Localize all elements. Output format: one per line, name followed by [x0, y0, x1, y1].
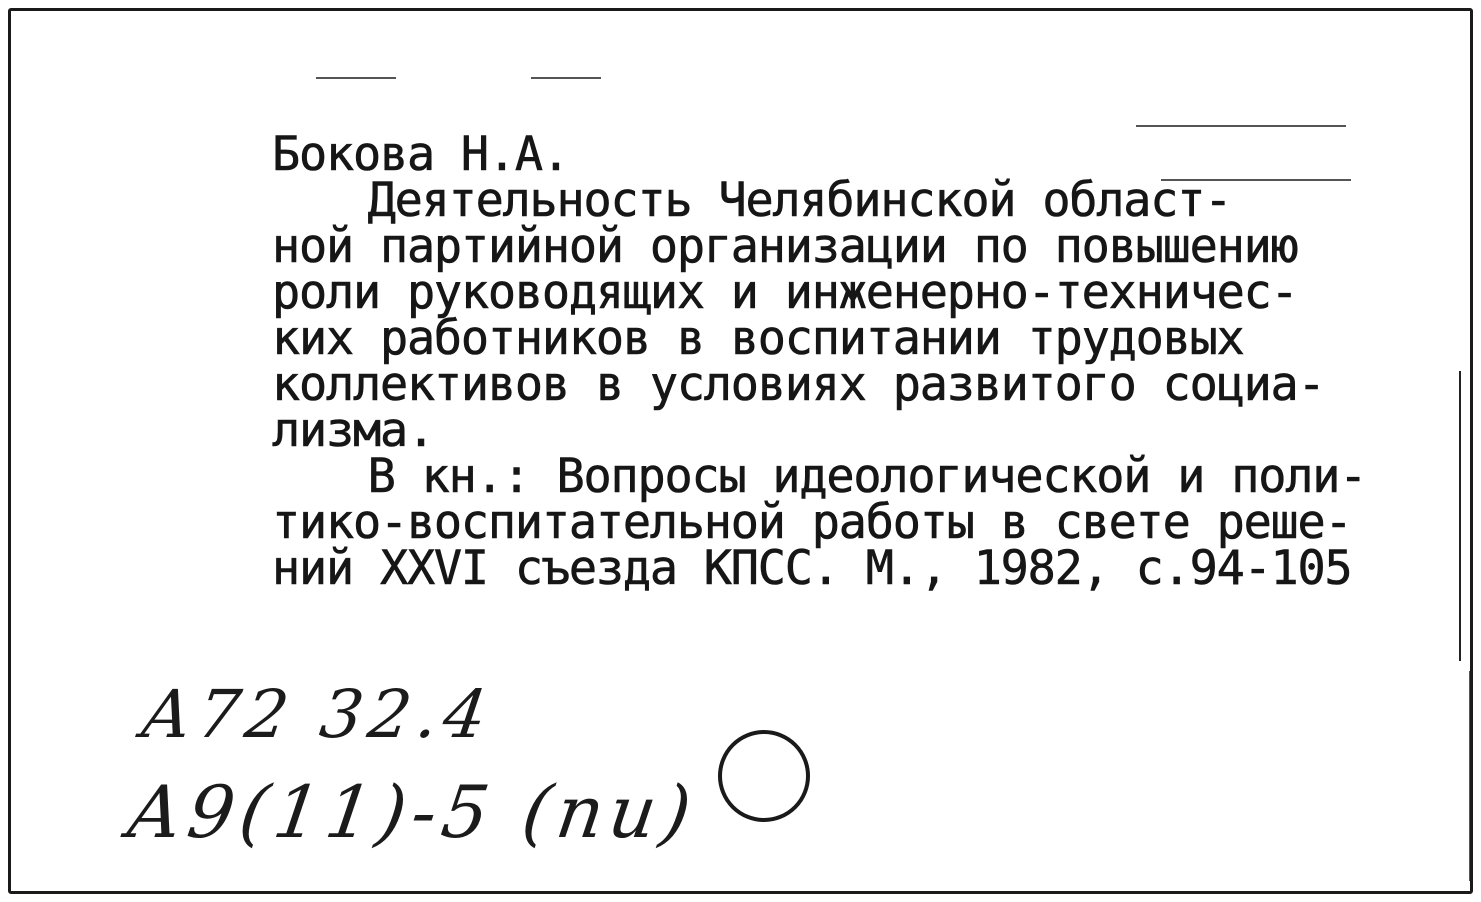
right-edge-mark	[1459, 371, 1461, 661]
handwritten-shelf-mark: А72 32.4	[136, 676, 498, 753]
catalog-entry	[272, 127, 1457, 596]
title-line: Деятельность Челябинской област-	[367, 173, 1232, 228]
source-line: тико-воспитательной работы в свете реше-	[272, 495, 1352, 550]
ink-speck	[316, 77, 396, 79]
title-line: роли руководящих и инженерно-техничес-	[272, 265, 1298, 320]
title-line: ной партийной организации по повышению	[272, 219, 1298, 274]
title-line: ких работников в воспитании трудовых	[272, 311, 1244, 366]
ink-speck	[531, 77, 601, 79]
title-line: лизма.	[272, 403, 434, 458]
author-line: Бокова Н.А.	[272, 127, 569, 182]
handwritten-class-mark: А9(11)-5 (пи)	[122, 770, 702, 854]
source-line: ний XXVI съезда КПСС. М., 1982, с.94-105	[272, 541, 1352, 596]
ink-speck	[1136, 125, 1346, 127]
stamp-circle	[718, 730, 810, 822]
title-line: коллективов в условиях развитого социа-	[272, 357, 1325, 412]
right-edge-mark	[1469, 671, 1470, 881]
source-line: В кн.: Вопросы идеологической и поли-	[367, 449, 1367, 504]
